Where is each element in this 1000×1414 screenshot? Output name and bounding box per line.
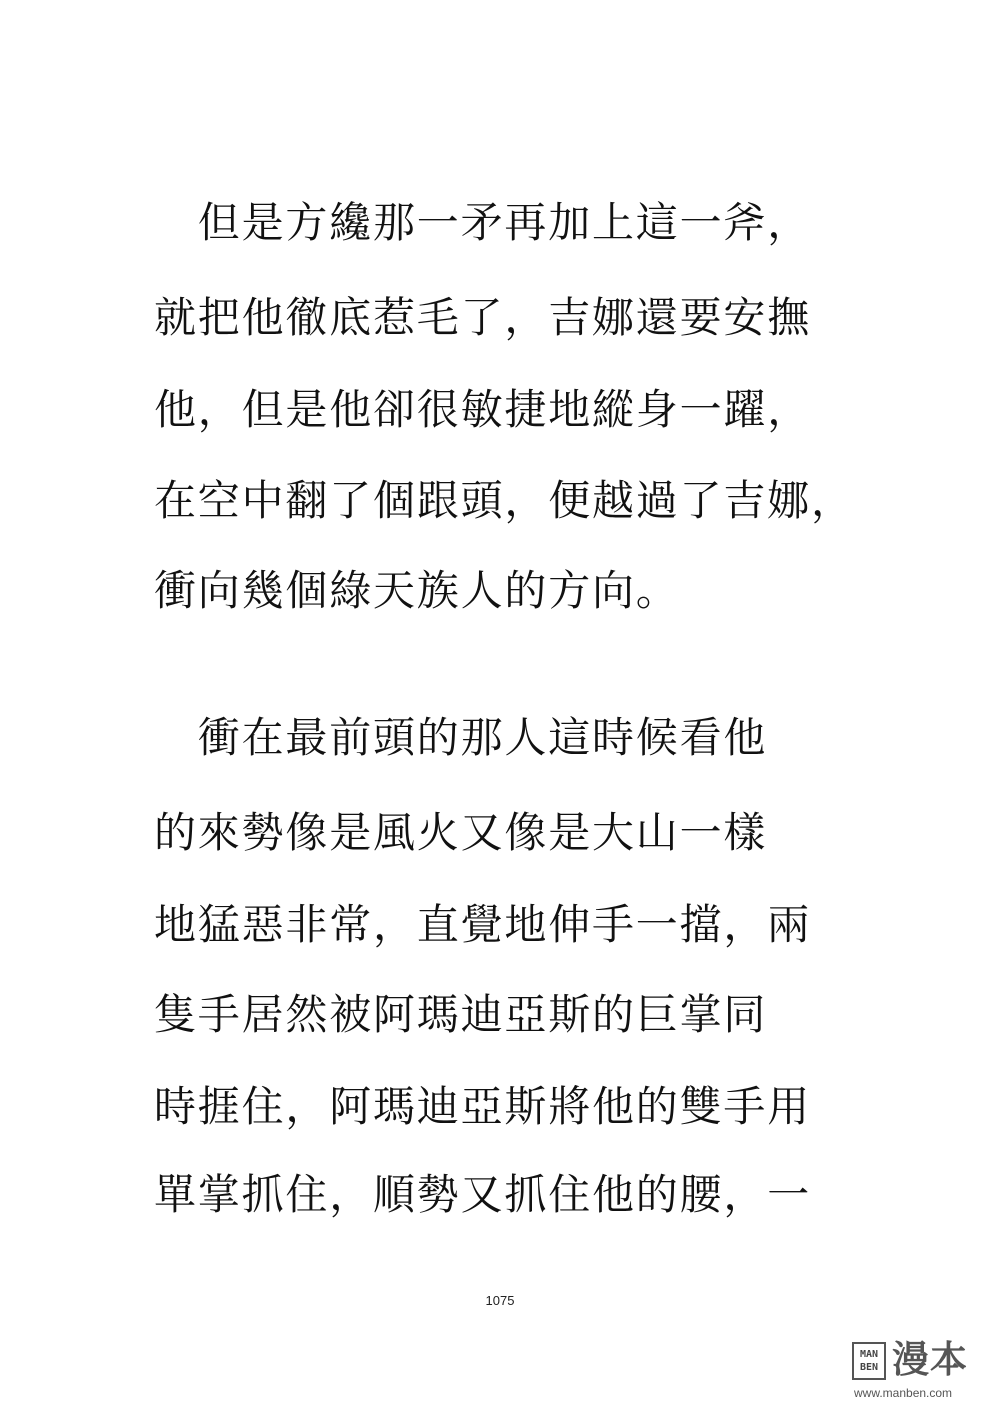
text-line: 地猛惡非常，直覺地伸手一擋，兩	[154, 900, 812, 949]
text-line: 就把他徹底惹毛了，吉娜還要安撫	[154, 293, 812, 342]
manben-watermark	[852, 1338, 988, 1406]
watermark-logo-bottom: BEN	[859, 1362, 879, 1373]
text-line: 但是方纔那一矛再加上這一斧，	[154, 198, 812, 247]
page-number: 1075	[485, 1293, 515, 1308]
text-line: 的來勢像是風火又像是大山一樣	[154, 808, 768, 857]
text-line: 隻手居然被阿瑪迪亞斯的巨掌同	[154, 990, 768, 1039]
text-line: 單掌抓住，順勢又抓住他的腰，一	[154, 1170, 812, 1219]
text-line: 衝向幾個綠天族人的方向。	[154, 566, 680, 615]
text-line: 他，但是他卻很敏捷地縱身一躍，	[154, 385, 812, 434]
watermark-logo-top: MAN	[859, 1349, 879, 1360]
text-line: 時捱住，阿瑪迪亞斯將他的雙手用	[154, 1082, 812, 1131]
watermark-logo-box	[852, 1342, 886, 1380]
watermark-url: www.manben.com	[854, 1386, 953, 1400]
text-line: 衝在最前頭的那人這時候看他	[154, 713, 768, 762]
text-line: 在空中翻了個跟頭，便越過了吉娜，	[154, 476, 855, 525]
watermark-name: 漫本	[892, 1338, 968, 1381]
